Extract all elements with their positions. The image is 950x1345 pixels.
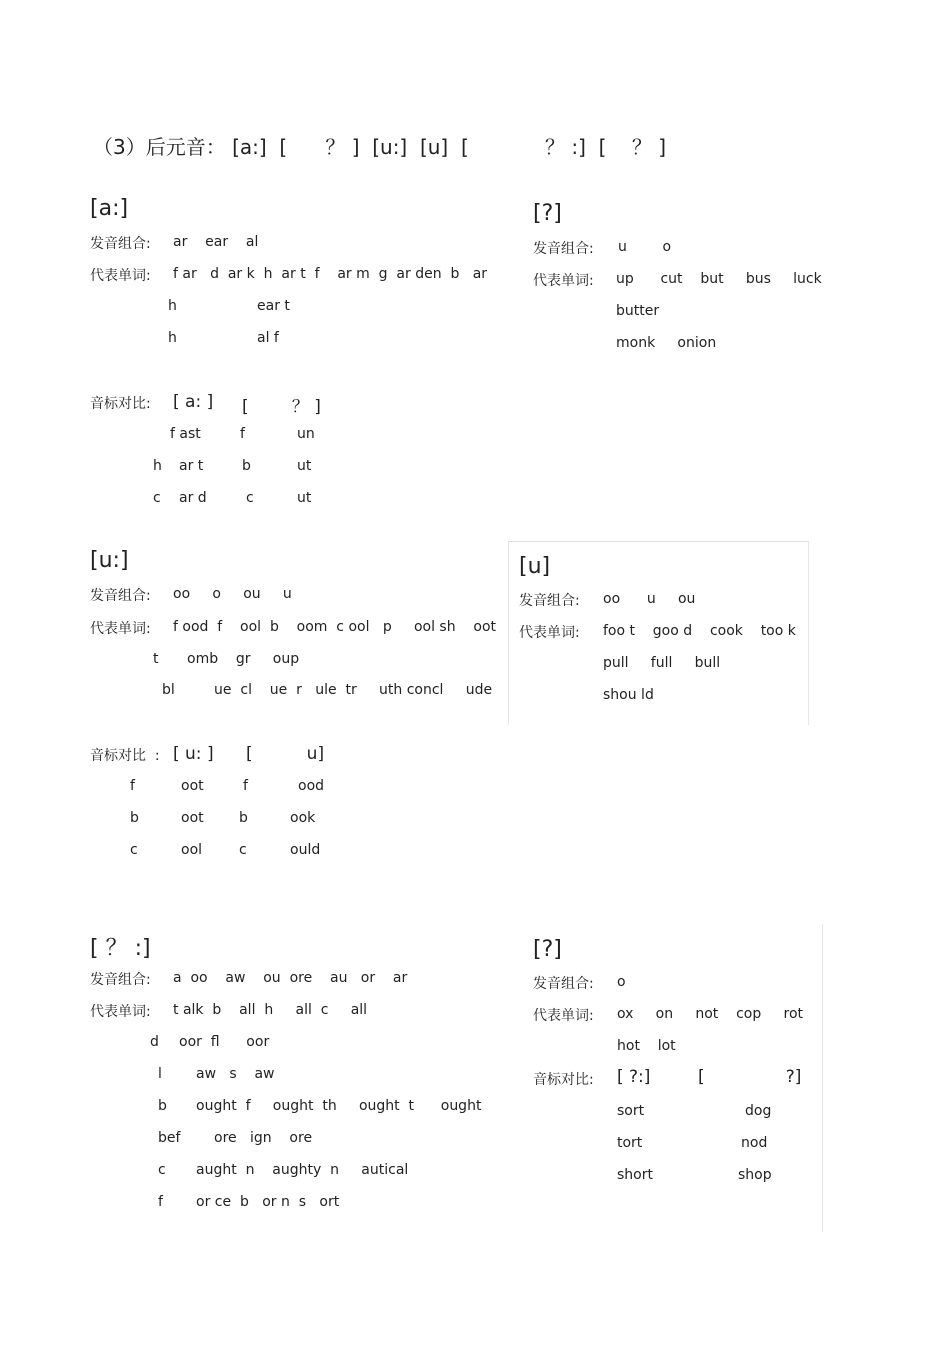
words-line-prefix: d [150, 1034, 159, 1050]
words-line-prefix: h [168, 298, 177, 314]
compare-cell: ool [181, 842, 203, 858]
page-title: （3）后元音： [a:] [ ？ ] [u:] [u] [ ？ :] [ ？ ] [93, 135, 667, 159]
words-line-suffix: ear t [257, 298, 290, 314]
compare-cell: oot [181, 810, 204, 826]
compare-cell: shop [738, 1167, 772, 1183]
compare-cell: c [246, 490, 254, 506]
compare-cell: sort [617, 1103, 645, 1119]
compare-cell: ut [297, 458, 312, 474]
words-line-suffix: oor fl oor [179, 1034, 270, 1050]
combo-values: o [617, 974, 626, 990]
words-label: 代表单词: [533, 1008, 594, 1024]
words-line: f ood f ool b oom c ool p ool sh oot [173, 619, 497, 635]
compare-cell: ar d [179, 490, 207, 506]
section-heading: [?] [533, 937, 562, 962]
compare-head-left: [ u: ] [173, 744, 214, 764]
compare-cell: tort [617, 1135, 643, 1151]
compare-cell: b [130, 810, 139, 826]
words-label: 代表单词: [90, 1004, 151, 1020]
compare-cell: un [297, 426, 315, 442]
combo-label: 发音组合: [90, 236, 151, 252]
combo-label: 发音组合: [533, 241, 594, 257]
compare-cell: ould [290, 842, 321, 858]
section-heading: [?] [533, 201, 562, 226]
compare-head-right: [ u] [246, 744, 325, 764]
compare-cell: f [240, 426, 245, 442]
words-line: f ar d ar k h ar t f ar m g ar den b ar [173, 266, 488, 282]
words-line: ox on not cop rot [617, 1006, 803, 1022]
section-heading: [ ？ :] [90, 936, 151, 961]
compare-label: 音标对比 : [90, 748, 160, 764]
words-line: butter [616, 303, 660, 319]
compare-cell: f ast [170, 426, 201, 442]
words-line-prefix: l [158, 1066, 162, 1082]
combo-label: 发音组合: [90, 588, 151, 604]
words-line: hot lot [617, 1038, 676, 1054]
compare-cell: ood [298, 778, 325, 794]
compare-head-right: [ ?] [698, 1067, 802, 1087]
combo-values: ar ear al [173, 234, 259, 250]
compare-cell: c [153, 490, 161, 506]
section-heading: [a:] [90, 196, 129, 221]
words-line: foo t goo d cook too k [603, 623, 796, 639]
words-line-suffix: aw s aw [196, 1066, 275, 1082]
compare-cell: b [242, 458, 251, 474]
words-line: shou ld [603, 687, 654, 703]
compare-cell: ut [297, 490, 312, 506]
combo-values: oo u ou [603, 591, 696, 607]
words-label: 代表单词: [533, 273, 594, 289]
combo-values: u o [618, 239, 672, 255]
compare-cell: f [243, 778, 248, 794]
words-line-suffix: ue cl ue r ule tr uth concl ude [214, 682, 493, 698]
compare-cell: short [617, 1167, 653, 1183]
section-heading: [u] [519, 554, 551, 579]
words-line-suffix: ore ign ore [214, 1130, 313, 1146]
compare-label: 音标对比: [90, 396, 151, 412]
combo-label: 发音组合: [90, 972, 151, 988]
words-line-prefix: bef [158, 1130, 181, 1146]
compare-cell: ar t [179, 458, 204, 474]
compare-label: 音标对比: [533, 1072, 594, 1088]
words-line-prefix: t [153, 651, 159, 667]
compare-head-right: [ ？ ] [242, 397, 321, 417]
compare-cell: ook [290, 810, 316, 826]
words-line-prefix: bl [162, 682, 175, 698]
words-line: up cut but bus luck [616, 271, 822, 287]
compare-cell: h [153, 458, 162, 474]
words-line-prefix: b [158, 1098, 167, 1114]
compare-cell: b [239, 810, 248, 826]
words-line: pull full bull [603, 655, 721, 671]
section-heading: [u:] [90, 548, 129, 573]
compare-cell: oot [181, 778, 204, 794]
words-label: 代表单词: [90, 621, 151, 637]
words-line-suffix: aught n aughty n autical [196, 1162, 409, 1178]
combo-values: oo o ou u [173, 586, 292, 602]
words-line: monk onion [616, 335, 717, 351]
combo-label: 发音组合: [519, 593, 580, 609]
compare-cell: c [239, 842, 247, 858]
compare-head-left: [ a: ] [173, 392, 214, 412]
compare-head-left: [ ?:] [617, 1067, 651, 1087]
section-divider [822, 924, 823, 1232]
words-line-suffix: or ce b or n s ort [196, 1194, 340, 1210]
words-line-suffix: al f [257, 330, 279, 346]
combo-values: a oo aw ou ore au or ar [173, 970, 408, 986]
words-line-suffix: ought f ought th ought t ought [196, 1098, 482, 1114]
compare-cell: c [130, 842, 138, 858]
compare-cell: nod [741, 1135, 768, 1151]
words-label: 代表单词: [519, 625, 580, 641]
words-line-prefix: f [158, 1194, 163, 1210]
compare-cell: f [130, 778, 135, 794]
words-label: 代表单词: [90, 268, 151, 284]
words-line-suffix: omb gr oup [187, 651, 300, 667]
words-line: t alk b all h all c all [173, 1002, 368, 1018]
combo-label: 发音组合: [533, 976, 594, 992]
words-line-prefix: h [168, 330, 177, 346]
words-line-prefix: c [158, 1162, 166, 1178]
compare-cell: dog [745, 1103, 772, 1119]
